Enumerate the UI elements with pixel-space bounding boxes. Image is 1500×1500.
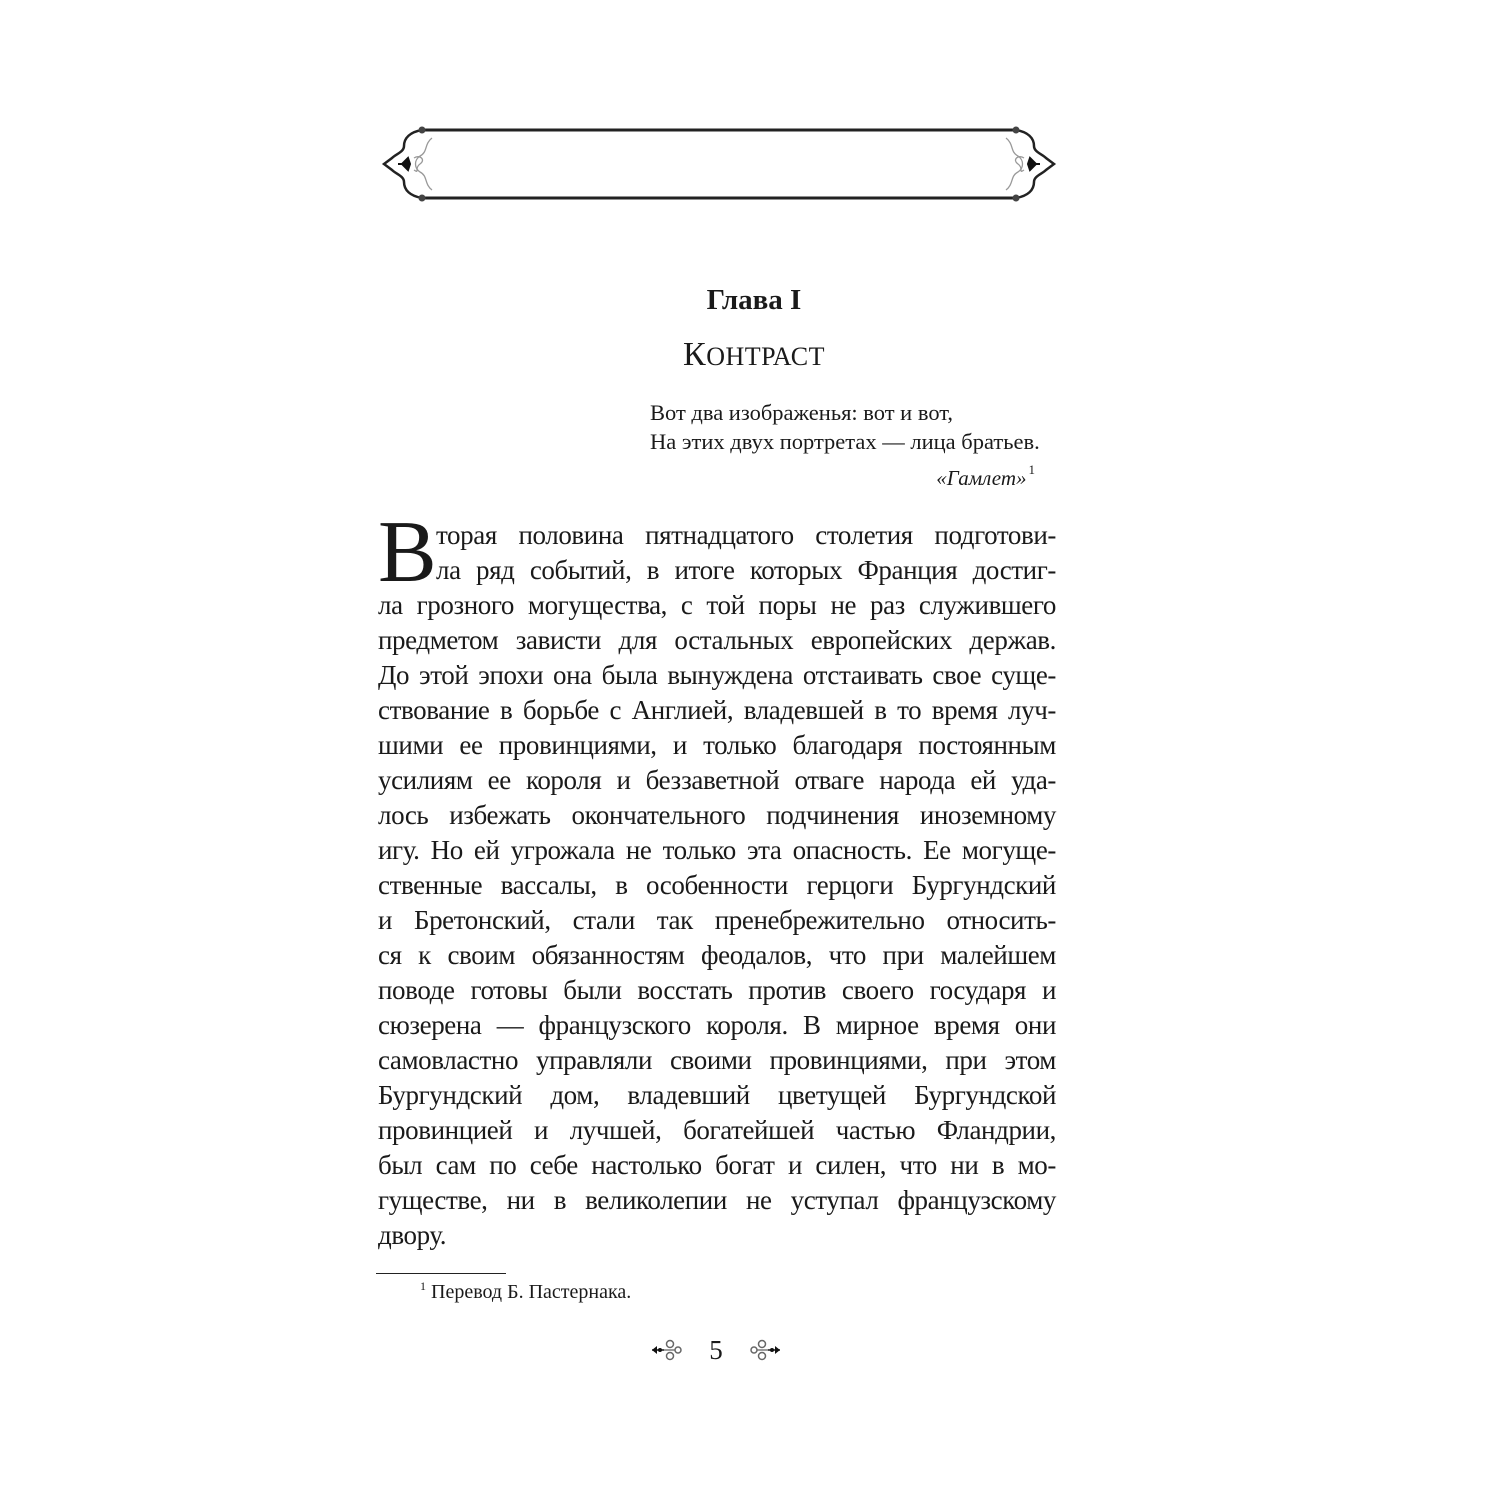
epigraph-source-text: «Гамлет»: [936, 466, 1027, 490]
header-ornament-frame: [380, 124, 1058, 204]
paragraph-line: сюзерена — французского короля. В мирное время они: [378, 1010, 1056, 1040]
ornament-frame-icon: [380, 124, 1058, 204]
paragraph-line: и Бретонский, стали так пренебрежительно относить-: [378, 905, 1056, 935]
paragraph-line: шими ее провинциями, и только благодаря постоянным: [378, 730, 1056, 760]
footnote-reference[interactable]: 1: [1028, 462, 1035, 477]
body-text: [378, 504, 1056, 1253]
page-number: 5: [709, 1334, 723, 1365]
paragraph-line: До этой эпохи она была вынуждена отстаивать свое суще-: [378, 660, 1056, 690]
paragraph-line: предметом зависти для остальных европейских держав.: [378, 625, 1056, 655]
paragraph-line: игу. Но ей угрожала не только эта опасность. Ее могуще-: [378, 835, 1056, 865]
footnote: [420, 1281, 631, 1304]
paragraph-line: ся к своим обязанностям феодалов, что при малейшем: [378, 940, 1056, 970]
paragraph-line: гуществе, ни в великолепии не уступал французскому: [378, 1185, 1056, 1215]
chapter-label: Глава I: [706, 284, 802, 316]
paragraph-line: был сам по себе настолько богат и силен, что ни в мо-: [378, 1150, 1056, 1180]
footnote-marker: 1: [420, 1279, 426, 1293]
chapter-title: [0, 336, 1500, 374]
drop-cap: В: [378, 504, 437, 601]
paragraph-line: ла ряд событий, в итоге которых Франция достиг-: [436, 555, 1056, 585]
paragraph-line: усилиям ее короля и беззаветной отваге народа ей уда-: [378, 765, 1056, 795]
paragraph-line: ла грозного могущества, с той поры не раз служившего: [378, 590, 1056, 620]
paragraph-line: Бургундский дом, владевший цветущей Бургундской: [378, 1080, 1056, 1110]
epigraph: [650, 398, 1040, 456]
page-number-folio: [650, 1330, 782, 1370]
chapter-title-initial: К: [683, 336, 707, 373]
paragraph-line: ствование в борьбе с Англией, владевшей в то время луч-: [378, 695, 1056, 725]
paragraph-line: двору.: [378, 1220, 447, 1250]
epigraph-source: [936, 462, 1035, 491]
right-fleuron-icon: [748, 1338, 782, 1362]
epigraph-line: Вот два изображенья: вот и вот,: [650, 400, 954, 425]
footnote-text: Перевод Б. Пастернака.: [431, 1281, 632, 1303]
paragraph-line: лось избежать окончательного подчинения иноземному: [378, 800, 1056, 830]
paragraph-line: торая половина пятнадцатого столетия подготови-: [436, 520, 1056, 550]
paragraph-line: ственные вассалы, в особенности герцоги Бургундский: [378, 870, 1056, 900]
chapter-title-rest: ОНТРАСТ: [706, 342, 825, 371]
paragraph-line: самовластно управляли своими провинциями, при этом: [378, 1045, 1056, 1075]
epigraph-line: На этих двух портретах — лица братьев.: [650, 429, 1040, 454]
paragraph-line: поводе готовы были восстать против своего государя и: [378, 975, 1056, 1005]
footnote-divider: [376, 1273, 506, 1274]
left-fleuron-icon: [650, 1338, 684, 1362]
paragraph-line: провинцией и лучшей, богатейшей частью Фландрии,: [378, 1115, 1056, 1145]
